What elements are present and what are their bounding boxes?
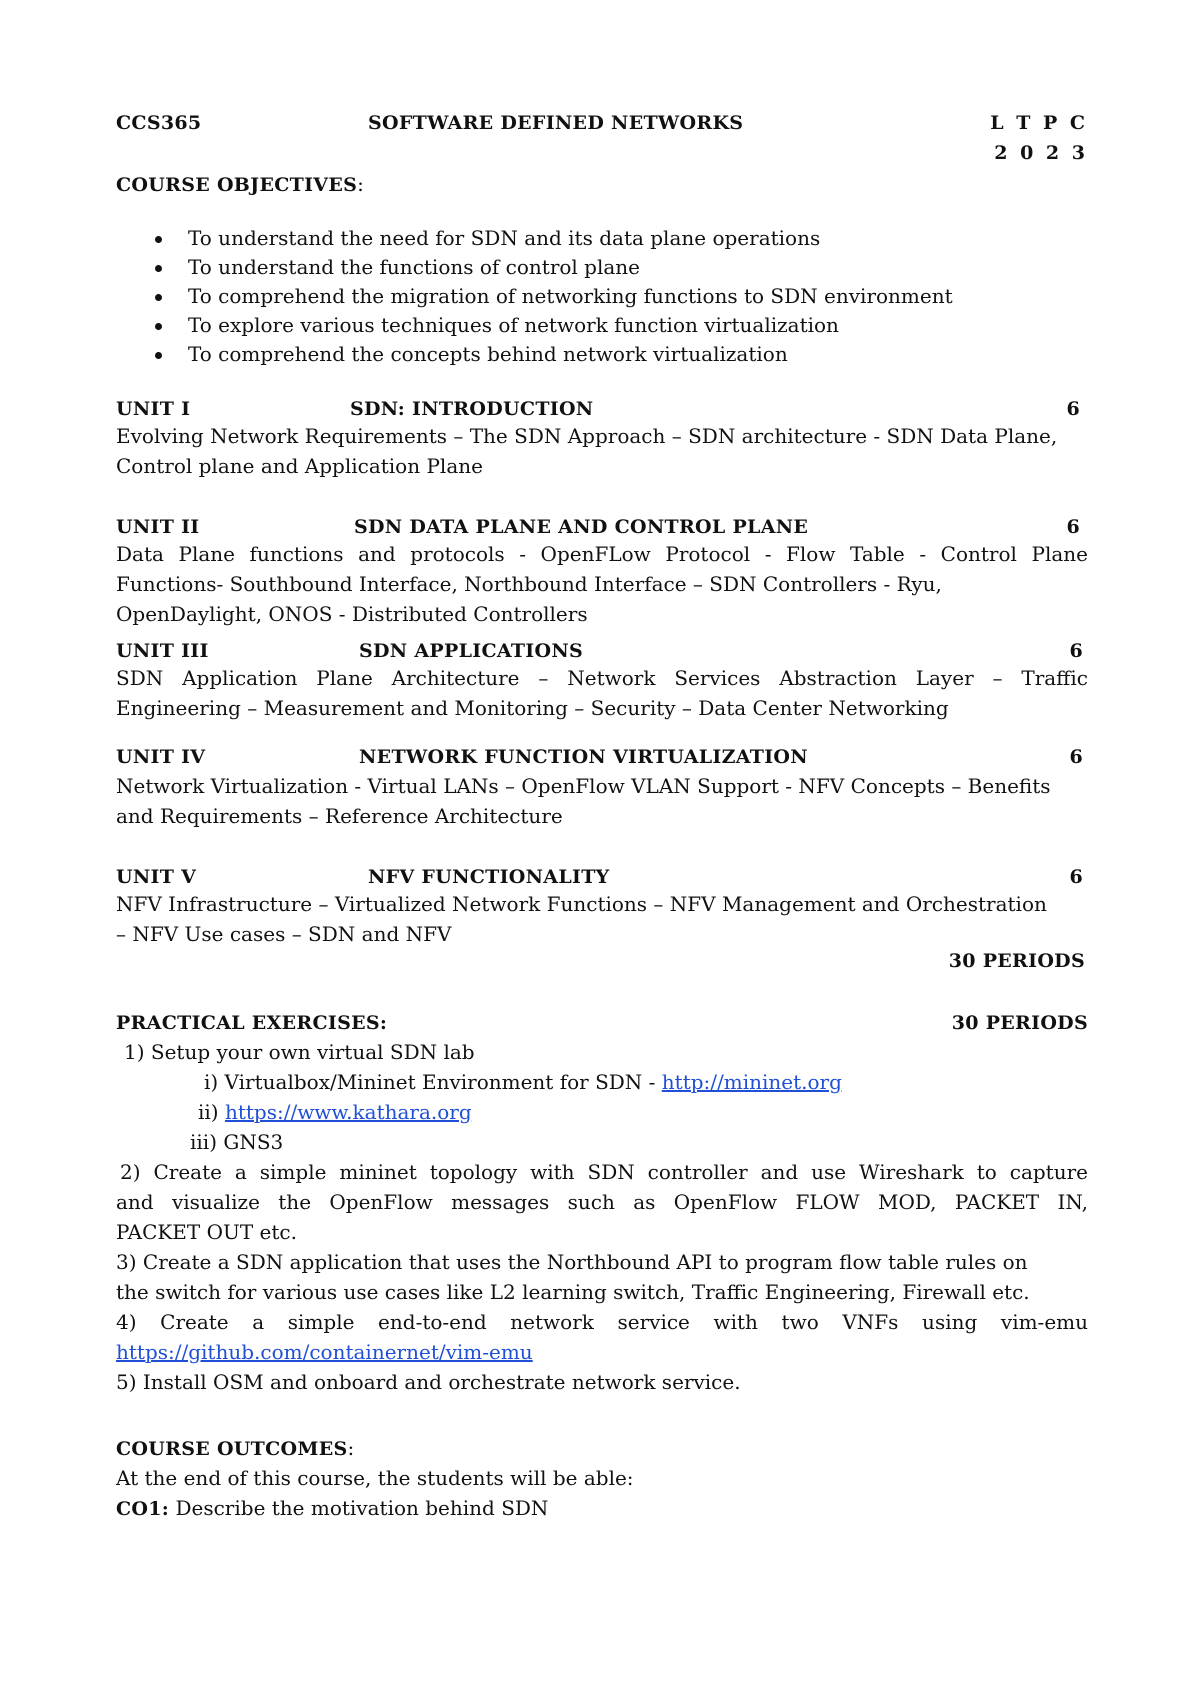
unit-title: NETWORK FUNCTION VIRTUALIZATION — [359, 746, 808, 768]
co1-label: CO1: — [116, 1498, 170, 1520]
objectives-heading: COURSE OBJECTIVES — [116, 174, 358, 196]
unit-text-line: NFV Infrastructure – Virtualized Network Functions – NFV Management and Orchestration — [116, 892, 1047, 916]
unit-text-line: Engineering – Measurement and Monitoring – Security – Data Center Networking — [116, 696, 949, 720]
ltpc-values: 2 0 2 3 — [994, 142, 1088, 164]
unit-text-line: Functions- Southbound Interface, Northbound Interface – SDN Controllers - Ryu, — [116, 572, 942, 596]
unit-hours: 6 — [1069, 640, 1083, 662]
kathara-link[interactable]: https://www.kathara.org — [224, 1100, 472, 1124]
exercise-1-iii: iii) GNS3 — [190, 1130, 284, 1154]
exercise-1-i: i) Virtualbox/Mininet Environment for SDN - http://mininet.org — [204, 1070, 842, 1094]
bullet-icon — [155, 323, 162, 330]
course-code: CCS365 — [116, 112, 202, 134]
unit-header — [116, 640, 1088, 666]
objective-item: To comprehend the migration of networking functions to SDN environment — [116, 282, 953, 311]
objective-item: To understand the need for SDN and its data plane operations — [116, 224, 953, 253]
bullet-icon — [155, 352, 162, 359]
outcomes-colon: : — [347, 1436, 355, 1460]
ltpc-labels: L T P C — [990, 112, 1088, 134]
outcomes-intro: At the end of this course, the students will be able: — [116, 1466, 634, 1490]
objectives-colon: : — [357, 172, 364, 196]
unit-text-line: Network Virtualization - Virtual LANs – OpenFlow VLAN Support - NFV Concepts – Benefits — [116, 774, 1051, 798]
unit-title: SDN: INTRODUCTION — [350, 398, 594, 420]
bullet-icon — [155, 294, 162, 301]
unit-label: UNIT IV — [116, 746, 206, 768]
unit-hours: 6 — [1069, 866, 1083, 888]
unit-header — [116, 866, 1088, 892]
course-title: SOFTWARE DEFINED NETWORKS — [368, 112, 744, 134]
unit-text-line: – NFV Use cases – SDN and NFV — [116, 922, 452, 946]
vim-emu-link[interactable]: https://github.com/containernet/vim-emu — [116, 1340, 533, 1364]
objective-item: To explore various techniques of network function virtualization — [116, 311, 953, 340]
unit-text-line: SDN Application Plane Architecture – Network Services Abstraction Layer – Traffic — [116, 666, 1088, 690]
objectives-heading-row — [116, 172, 364, 196]
unit-header — [116, 516, 1088, 542]
unit-label: UNIT II — [116, 516, 200, 538]
theory-periods: 30 PERIODS — [948, 950, 1085, 972]
mininet-link[interactable]: http://mininet.org — [661, 1070, 842, 1094]
unit-title: NFV FUNCTIONALITY — [368, 866, 610, 888]
bullet-icon — [155, 265, 162, 272]
exercise-text-line: 2) Create a simple mininet topology with SDN controller and use Wireshark to capture — [120, 1160, 1088, 1184]
unit-text-line: Evolving Network Requirements – The SDN Approach – SDN architecture - SDN Data Plane, — [116, 424, 1058, 448]
outcomes-heading: COURSE OUTCOMES — [116, 1438, 348, 1460]
unit-text-line: Data Plane functions and protocols - OpenFLow Protocol - Flow Table - Control Plane — [116, 542, 1088, 566]
exercise-4-link-row — [116, 1340, 533, 1364]
unit-hours: 6 — [1069, 746, 1083, 768]
unit-label: UNIT I — [116, 398, 191, 420]
practical-heading: PRACTICAL EXERCISES: — [116, 1012, 388, 1034]
unit-text-line: OpenDaylight, ONOS - Distributed Controllers — [116, 602, 588, 626]
unit-hours: 6 — [1066, 516, 1080, 538]
unit-title: SDN APPLICATIONS — [359, 640, 584, 662]
exercise-1: 1) Setup your own virtual SDN lab — [124, 1040, 475, 1064]
unit-text-line: Control plane and Application Plane — [116, 454, 483, 478]
exercise-text-line: 5) Install OSM and onboard and orchestrate network service. — [116, 1370, 741, 1394]
unit-hours: 6 — [1066, 398, 1080, 420]
objective-item: To comprehend the concepts behind network virtualization — [116, 340, 953, 369]
outcome-co1 — [116, 1496, 548, 1520]
unit-title: SDN DATA PLANE AND CONTROL PLANE — [354, 516, 809, 538]
exercise-text-line: and visualize the OpenFlow messages such as OpenFlow FLOW MOD, PACKET IN, — [116, 1190, 1088, 1214]
co1-text: Describe the motivation behind SDN — [169, 1496, 549, 1520]
practical-periods: 30 PERIODS — [951, 1012, 1088, 1034]
outcomes-heading-row — [116, 1436, 354, 1460]
exercise-text-line: 4) Create a simple end-to-end network service with two VNFs using vim-emu — [116, 1310, 1088, 1334]
bullet-icon — [155, 236, 162, 243]
objective-item: To understand the functions of control plane — [116, 253, 953, 282]
unit-text-line: and Requirements – Reference Architecture — [116, 804, 563, 828]
exercise-text-line: the switch for various use cases like L2 learning switch, Traffic Engineering, Firewall etc. — [116, 1280, 1030, 1304]
unit-header — [116, 746, 1088, 772]
exercise-text-line: PACKET OUT etc. — [116, 1220, 297, 1244]
exercise-text-line: 3) Create a SDN application that uses the Northbound API to program flow table rules on — [116, 1250, 1028, 1274]
unit-header — [116, 398, 1088, 424]
exercise-1-ii: ii) https://www.kathara.org — [198, 1100, 472, 1124]
objectives-list — [116, 224, 953, 369]
unit-label: UNIT V — [116, 866, 197, 888]
unit-label: UNIT III — [116, 640, 209, 662]
